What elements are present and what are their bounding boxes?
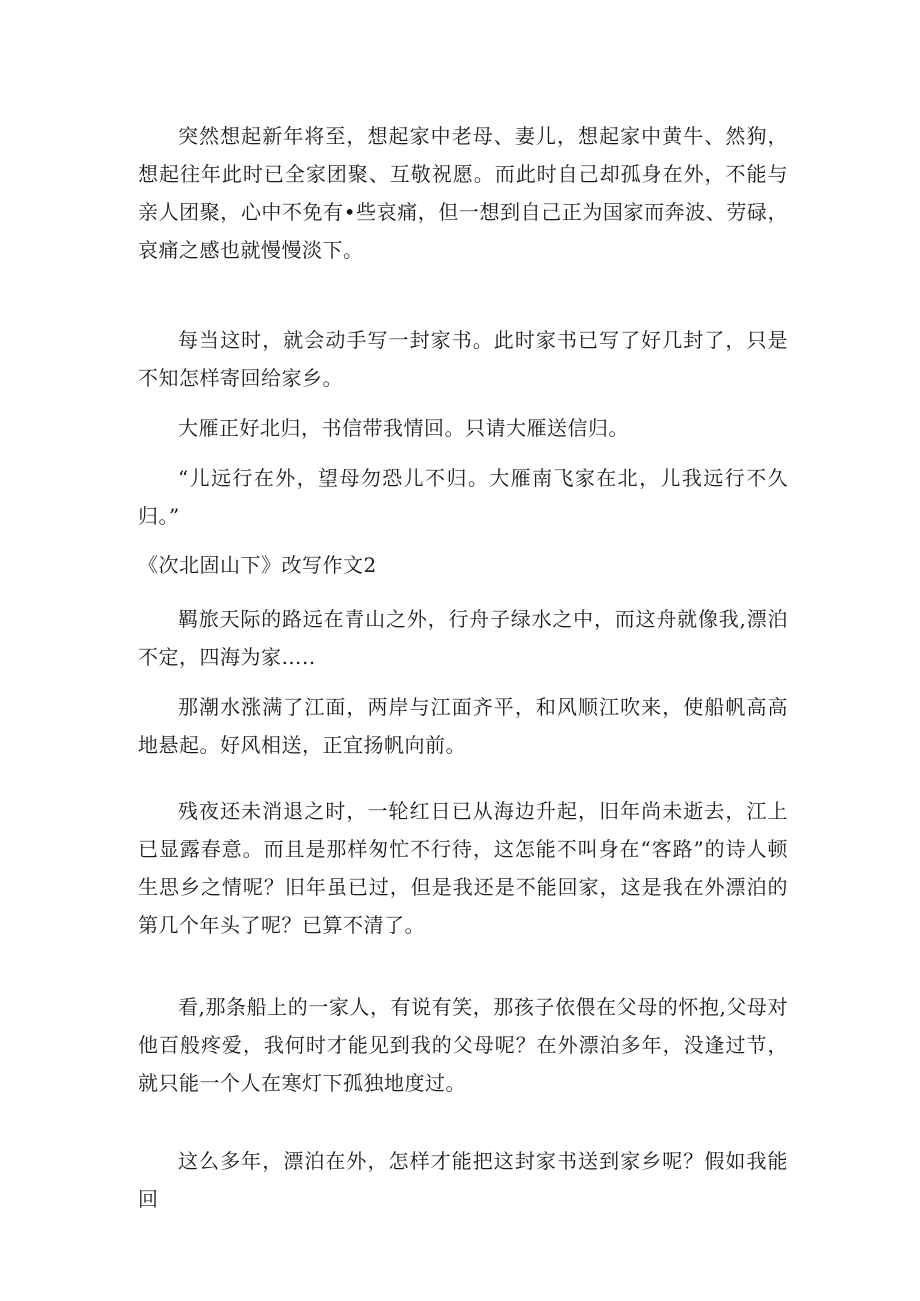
paragraph-send-letter: 这么多年，漂泊在外，怎样才能把这封家书送到家乡呢？假如我能回 [138, 1149, 788, 1211]
paragraph-family-boat: 看,那条船上的一家人，有说有笑，那孩子依偎在父母的怀抱,父母对他百般疼爱，我何时才能见到我的父母呢？在外漂泊多年，没逢过节，就只能一个人在寒灯下孤独地度过。 [138, 995, 788, 1095]
paragraph-night-sunrise: 残夜还未消退之时，一轮红日已从海边升起，旧年尚未逝去，江上已显露春意。而且是那样匆忙不行待，这怎能不叫身在“客路”的诗人顿生思乡之情呢？旧年虽已过，但是我还是不能回家，这是我在外漂泊的第几个年头了呢？已算不清了。 [138, 799, 788, 937]
paragraph-writing-letter: 每当这时，就会动手写一封家书。此时家书已写了好几封了，只是不知怎样寄回给家乡。 [138, 328, 788, 390]
paragraph-travel-far: 羁旅天际的路远在青山之外，行舟子绿水之中，而这舟就像我,漂泊不定，四海为家….. [138, 607, 788, 669]
paragraph-homesick-new-year: 突然想起新年将至，想起家中老母、妻儿，想起家中黄牛、然狗，想起往年此时已全家团聚、互敬祝愿。而此时自己却孤身在外，不能与亲人团聚，心中不免有•些哀痛，但一想到自己正为国家而奔波、劳碌，哀痛之感也就慢慢淡下。 [138, 124, 788, 262]
section-heading: 《次北固山下》改写作文2 [138, 553, 377, 577]
paragraph-wild-geese: 大雁正好北归，书信带我情回。只请大雁送信归。 [178, 416, 629, 440]
paragraph-letter-quote: “儿远行在外，望母勿恐儿不归。大雁南飞家在北，儿我远行不久归。” [138, 466, 788, 528]
paragraph-tide-river: 那潮水涨满了江面，两岸与江面齐平，和风顺江吹来，使船帆高高地悬起。好风相送，正宜扬帆向前。 [138, 695, 788, 757]
